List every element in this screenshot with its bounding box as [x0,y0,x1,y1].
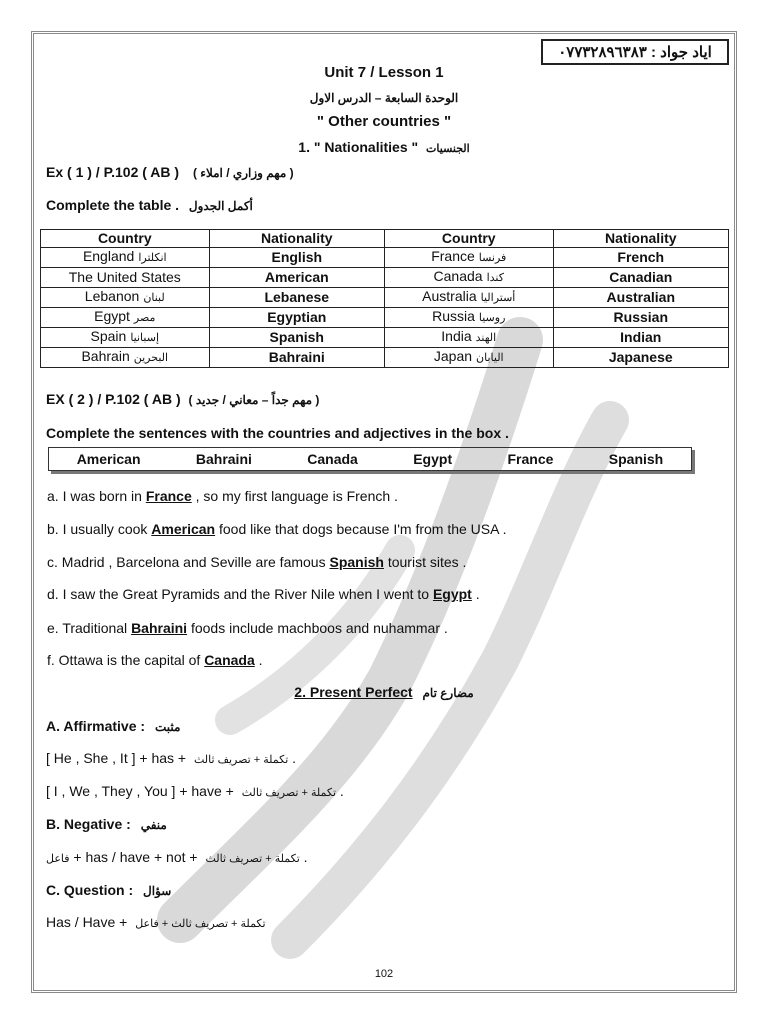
country-cell: England انكلترا [41,248,210,268]
table-row [41,268,729,288]
present-perfect-title [0,684,768,700]
sentence-c: c. Madrid , Barcelona and Seville are famous Spanish tourist sites . [47,554,467,570]
header-nationality-2: Nationality [553,230,728,248]
ex2-instruction: Complete the sentences with the countries and adjectives in the box . [46,425,509,441]
affirmative-heading: A. Affirmative : مثبت [46,718,181,734]
country-cell: India الهند [384,328,553,348]
ex2-note: ( مهم جداً – معاني / جديد ) [188,393,320,407]
ex1-title: Ex ( 1 ) / P.102 ( AB ) [46,164,180,180]
country-cell: The United States [41,268,210,288]
sentence-e: e. Traditional Bahraini foods include machboos and nuhammar . [47,620,448,636]
nationality-cell: Lebanese [209,288,384,308]
country-cell: Egypt مصر [41,308,210,328]
question-rule: Has / Have + تكملة + تصريف ثالث + فاعل [46,914,266,930]
word-box-item: American [76,451,141,467]
nationality-cell: Spanish [209,328,384,348]
pp-title-text: 2. Present Perfect [294,684,413,700]
header-country-1: Country [41,230,210,248]
sentence-f: f. Ottawa is the capital of Canada . [47,652,263,668]
table-row [41,308,729,328]
header-country-2: Country [384,230,553,248]
affirmative-rule-2: [ I , We , They , You ] + have + تكملة + تصريف ثالث . [46,783,344,799]
negative-rule: فاعل + has / have + not + تكملة + تصريف ثالث . [46,849,308,865]
sentence-b: b. I usually cook American food like that dogs because I'm from the USA . [47,521,507,537]
unit-title-arabic: الوحدة السابعة – الدرس الاول [309,91,459,105]
page-number: 102 [374,968,394,980]
lesson-subtitle: " Other countries " [316,113,452,130]
answer: American [151,521,216,537]
table-row [41,328,729,348]
country-cell: Bahrain البحرين [41,348,210,368]
nationality-cell: Egyptian [209,308,384,328]
answer: Egypt [432,586,472,602]
country-cell: Lebanon لبنان [41,288,210,308]
nationality-cell: French [553,248,728,268]
nationality-cell: American [209,268,384,288]
country-cell: Australia أستراليا [384,288,553,308]
nationality-cell: Canadian [553,268,728,288]
answer: Canada [204,652,255,668]
word-box-item: France [507,451,554,467]
answer: Bahraini [131,620,188,636]
ex1-instruction-arabic: أكمل الجدول [188,199,253,213]
word-box-item: Bahraini [195,451,252,467]
section-title: 1. " Nationalities " [298,139,419,155]
sentence-d: d. I saw the Great Pyramids and the River Nile when I went to Egypt . [47,586,480,602]
nationalities-table [40,229,729,368]
sentence-a: a. I was born in France , so my first language is French . [47,488,398,504]
table-row [41,248,729,268]
nationality-cell: Indian [553,328,728,348]
nationality-cell: Australian [553,288,728,308]
negative-heading: B. Negative : منفي [46,816,167,832]
contact-box: ایاد جواد : ٠٧٧٣٢٨٩٦٣٨٣ [541,39,729,65]
header-nationality-1: Nationality [209,230,384,248]
nationality-cell: Japanese [553,348,728,368]
table-row [41,288,729,308]
answer: Spanish [329,554,384,570]
nationality-cell: Russian [553,308,728,328]
nationality-cell: Bahraini [209,348,384,368]
country-cell: Canada كندا [384,268,553,288]
unit-title: Unit 7 / Lesson 1 [324,64,444,81]
affirmative-rule-1: [ He , She , It ] + has + تكملة + تصريف ثالث . [46,750,297,766]
ex1-instruction-text: Complete the table . [46,197,180,213]
ex2-heading [46,391,319,407]
pp-title-arabic: مضارع تام [422,686,474,700]
country-cell: Japan اليابان [384,348,553,368]
ex2-title: EX ( 2 ) / P.102 ( AB ) [46,391,181,407]
word-box [48,447,692,471]
country-cell: France فرنسا [384,248,553,268]
word-box-item: Canada [307,451,358,467]
country-cell: Russia روسيا [384,308,553,328]
ex1-instruction [46,197,253,213]
section-nationalities [0,139,768,155]
section-title-arabic: الجنسيات [426,143,470,155]
ex1-note: ( مهم وزاري / املاء ) [192,166,294,180]
ex1-heading [46,164,294,180]
answer: France [145,488,192,504]
word-box-item: Spanish [608,451,664,467]
word-box-item: Egypt [413,451,453,467]
table-row [41,348,729,368]
question-heading: C. Question : سؤال [46,882,172,898]
table-header-row [41,230,729,248]
nationality-cell: English [209,248,384,268]
country-cell: Spain إسبانيا [41,328,210,348]
